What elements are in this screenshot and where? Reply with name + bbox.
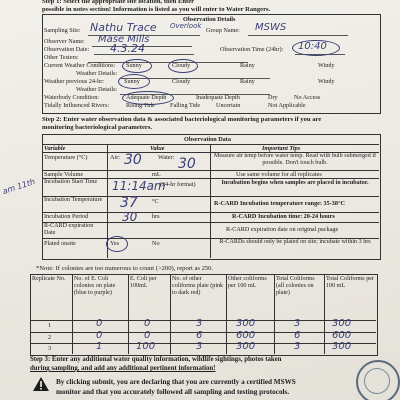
replicate-header-no: Replicate No. <box>32 276 66 282</box>
sample-volume-label: Sample Volume <box>44 171 84 178</box>
col-variable-header: Variable <box>44 145 66 152</box>
table-cell[interactable]: 3 <box>196 341 203 352</box>
temperature-tip: Measure air temp before water temp. Read with bulb submerged if possible. Don't touch bulb. <box>213 153 377 167</box>
step1-title-line2: possible in notes section! Information is listed as you will enter to Water Rangers. <box>42 6 271 13</box>
table-cell[interactable]: 300 <box>332 341 352 352</box>
col-value-header: Value <box>150 145 165 152</box>
step3-title: Step 3: Enter any additional water quality information, wildlife sightings, photos taken <box>30 356 282 363</box>
previous-weather-details-label: Weather Details: <box>76 86 118 93</box>
replicate-header-total-per-100ml: Total Coliforms per 100 mL <box>326 276 374 290</box>
table-cell[interactable]: 300 <box>236 341 256 352</box>
table-cell[interactable]: 300 <box>236 318 256 329</box>
tidal-not-applicable[interactable]: Not Applicable <box>268 102 306 109</box>
previous-weather-sunny[interactable]: Sunny <box>124 78 140 85</box>
table-cell[interactable]: 3 <box>294 318 301 329</box>
current-weather-cloudy[interactable]: Cloudy <box>172 62 191 69</box>
replicate-header-ecoli-colonies: No. of E. Coli colonies on plate (blue to purple) <box>74 276 116 297</box>
incubation-temperature-unit: °C <box>152 198 159 205</box>
replicate-header-ecoli-per-100ml: E. Coli per 100mL <box>130 276 157 290</box>
observation-time-value[interactable]: 10:40 <box>298 41 327 52</box>
incubation-period-tip: R-CARD Incubation time: 20-24 hours <box>232 213 335 220</box>
table-cell[interactable]: 300 <box>332 318 352 329</box>
rcard-expiration-tip: R-CARD expiration date on original package <box>226 226 339 233</box>
replicate-number: 2 <box>48 334 52 341</box>
table-cell[interactable]: 0 <box>96 318 103 329</box>
plated-onsite-tip: R-CARDs should only be plated on site; incubate within 3 hrs <box>219 239 371 245</box>
previous-weather-windy[interactable]: Windy <box>318 78 335 85</box>
other-testers-label: Other Testers: <box>44 54 79 61</box>
waterbody-no-access[interactable]: No Access <box>294 94 321 101</box>
table-cell[interactable]: 0 <box>144 330 151 341</box>
group-name-label: Group Name: <box>206 27 240 34</box>
seal-inner-ring <box>364 368 390 394</box>
tidal-uncertain[interactable]: Uncertain <box>216 102 241 109</box>
water-temperature-value[interactable]: 30 <box>178 156 196 172</box>
waterbody-condition-label: Waterbody Condition: <box>44 94 100 101</box>
waterbody-adequate-depth[interactable]: Adequate Depth <box>126 94 167 101</box>
incubation-temperature-tip: R-CARD Incubation temperature range: 35-38°C <box>214 200 345 207</box>
temperature-label: Temperature (°C) <box>44 154 88 161</box>
replicate-number: 3 <box>48 345 52 352</box>
tidal-falling[interactable]: Falling Tide <box>170 102 201 109</box>
step1-title: Step 1: Select the appropriate site location, then Enter <box>42 0 195 5</box>
incubation-period-label: Incubation Period <box>44 213 89 220</box>
table-cell[interactable]: 0 <box>144 318 151 329</box>
step2-title-line2: monitoring bacteriological parameters. <box>42 124 153 131</box>
air-label: Air: <box>110 154 120 161</box>
observation-data-header: Observation Data <box>184 136 231 143</box>
table-cell[interactable]: 3 <box>196 318 203 329</box>
plated-yes-option[interactable]: Yes <box>110 240 120 247</box>
certification-warning-line2: monitor and that you accurately followed all sampling and testing protocols. <box>56 388 290 396</box>
table-cell[interactable]: 6 <box>294 330 301 341</box>
group-name-value[interactable]: MSWS <box>255 22 287 33</box>
incubation-period-unit: hrs <box>152 213 160 220</box>
waterbody-inadequate-depth[interactable]: Inadequate Depth <box>196 94 240 101</box>
tidal-label: Tidally Influenced Rivers: <box>44 102 110 109</box>
margin-note: am 11th <box>1 177 37 196</box>
current-weather-details-label: Weather Details: <box>76 70 118 77</box>
table-cell[interactable]: 3 <box>294 341 301 352</box>
incubation-temperature-value[interactable]: 37 <box>120 195 138 211</box>
incubation-start-tip: Incubation begins when samples are placed in incubator. <box>221 180 369 186</box>
current-weather-rainy[interactable]: Rainy <box>240 62 255 69</box>
observation-date-value[interactable]: 4.3.24 <box>110 42 145 55</box>
step2-title: Step 2: Enter water observation data & associated bacteriological monitoring parameters if you are <box>42 116 322 123</box>
tidal-rising[interactable]: Rising Tide <box>126 102 155 109</box>
sample-volume-tip: Use same volume for all replicates <box>236 171 322 178</box>
plated-onsite-label: Plated onsite <box>44 240 76 247</box>
incubation-period-value[interactable]: 30 <box>122 210 138 224</box>
previous-weather-cloudy[interactable]: Cloudy <box>172 78 191 85</box>
incubation-start-label: Incubation Start Time <box>44 179 98 185</box>
table-cell[interactable]: 100 <box>136 341 156 352</box>
colonies-note: *Note: If colonies are too numerous to count (>200), report as 250. <box>36 265 214 272</box>
previous-weather-label: Weather previous 24-hr: <box>44 78 104 85</box>
water-label: Water: <box>158 154 175 161</box>
col-tips-header: Important Tips <box>262 145 301 152</box>
sampling-site-label: Sampling Site: <box>44 27 81 34</box>
certification-warning: By clicking submit, you are declaring that you are currently a certified MSWS <box>56 378 296 386</box>
sample-volume-unit: mL <box>152 171 161 178</box>
rcard-expiration-label: R-CARD expiration Date <box>44 223 94 237</box>
observer-name-value[interactable]: Mase Mills <box>98 34 150 45</box>
air-temperature-value[interactable]: 30 <box>124 152 142 168</box>
table-cell[interactable]: 0 <box>96 330 103 341</box>
incubation-temperature-label: Incubation Temperature <box>44 197 103 203</box>
step3-title-line2: during sampling, and add any additional pertinent information! <box>30 365 216 372</box>
replicate-header-other-per-100ml: Other coliforms per 100 mL <box>228 276 267 290</box>
current-weather-label: Current Weather Conditions: <box>44 62 116 69</box>
sampling-site-value-2[interactable]: Overlook <box>170 22 202 30</box>
table-cell[interactable]: 600 <box>332 330 352 341</box>
warning-icon <box>32 376 50 392</box>
observation-date-label: Observation Date: <box>44 46 90 53</box>
current-weather-sunny[interactable]: Sunny <box>126 62 142 69</box>
replicate-number: 1 <box>48 322 52 329</box>
replicate-header-total-colonies: Total Coliforms (all colonies on plate) <box>276 276 315 297</box>
plated-no-option[interactable]: No <box>152 240 160 247</box>
current-weather-windy[interactable]: Windy <box>318 62 335 69</box>
incubation-start-unit: (24-hr format) <box>160 181 196 188</box>
sampling-site-value[interactable]: Nathu Trace <box>90 21 157 34</box>
replicate-header-other-colonies: No. of other coliforms plate (pink to dark red) <box>172 276 224 297</box>
observation-details-header: Observation Details <box>183 16 236 23</box>
observation-time-label: Observation Time (24hr): <box>220 46 284 53</box>
incubation-start-value[interactable]: 11:14am <box>112 179 166 193</box>
table-cell[interactable]: 6 <box>196 330 203 341</box>
table-cell[interactable]: 600 <box>236 330 256 341</box>
waterbody-dry[interactable]: Dry <box>268 94 278 101</box>
table-cell[interactable]: 1 <box>96 341 103 352</box>
observer-name-label: Observer Name: <box>44 38 85 45</box>
previous-weather-rainy[interactable]: Rainy <box>240 78 255 85</box>
